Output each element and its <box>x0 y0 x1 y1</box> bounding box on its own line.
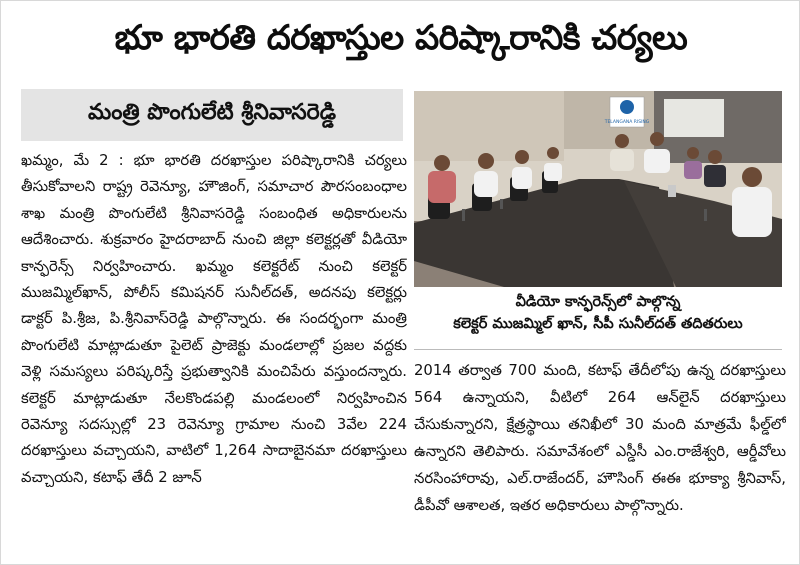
meeting-photo-graphic <box>414 91 782 287</box>
article-paragraph-right: 2014 తర్వాత 700 మంది, కటాఫ్ తేదీలోపు ఉన్న దరఖాస్తులు 564 ఉన్నాయని, వీటిలో 264 ఆన్‌లైన్ దరఖాస్తులు చేసుకున్నారని, క్షేత్రస్థాయి తనిఖీలో 30 మంది మాత్రమే ఫీల్డ్‌లో ఉన్నారని తెలిపారు. సమావేశంలో ఎస్డీసీ ఎం.రాజేశ్వరి, ఆర్డీవోలు నరసింహారావు, ఎల్.రాజేందర్, హౌసింగ్ ఈఈ భూక్యా శ్రీనివాస్, డీపీవో ఆశాలత, ఇతర అధికారులు పాల్గొన్నారు. <box>414 362 786 514</box>
divider <box>414 349 782 350</box>
article-body-right <box>414 357 786 557</box>
subheading: మంత్రి పొంగులేటి శ్రీనివాసరెడ్డి <box>88 100 336 125</box>
article-paragraph-left: ఖమ్మం, మే 2 : భూ భారతి దరఖాస్తుల పరిష్కారానికి చర్యలు తీసుకోవాలని రాష్ట్ర రెవెన్యూ, హౌజింగ్, సమాచార పౌరసంబంధాల శాఖ మంత్రి పొంగులేటి శ్రీనివాసరెడ్డి సంబంధిత అధికారులను ఆదేశించారు. శుక్రవారం హైదరాబాద్ నుంచి జిల్లా కలెక్టర్లతో వీడియో కాన్ఫరెన్స్ నిర్వహించారు. ఖమ్మం కలెక్టరేట్ నుంచి కలెక్టర్ ముజమ్మిల్‌ఖాన్, పోలీస్ కమిషనర్ సునీల్‌దత్, అదనపు కలెక్టర్లు డాక్టర్ పి.శ్రీజ, పి.శ్రీనివాస్‌రెడ్డి పాల్గొన్నారు. ఈ సందర్భంగా మంత్రి పొంగులేటి మాట్లాడుతూ పైలెట్ ప్రాజెక్టు మండలాల్లో ప్రజల వద్దకు వెళ్లి సమస్యలు పరిష్కరిస్తే ప్రభుత్వానికి మంచిపేరు వస్తుందన్నారు. కలెక్టర్ మాట్లాడుతూ నేలకొండపల్లి మండలంలో నిర్వహించిన రెవెన్యూ సదస్సుల్లో 23 రెవెన్యూ గ్రామాల నుంచి 3వేల 224 దరఖాస్తులు వచ్చాయని, వాటిలో 1,264 సాదాబైనమా దరఖాస్తులు వచ్చాయని, కటాఫ్ తేదీ 2 జూన్ <box>21 152 407 486</box>
subheading-box <box>21 89 403 141</box>
sign-text: TELANGANA RISING <box>604 120 650 125</box>
caption-line-1: వీడియో కాన్ఫరెన్స్‌లో పాల్గొన్న <box>515 294 681 310</box>
article-body-left <box>21 148 407 556</box>
meeting-photo <box>414 91 782 287</box>
headline: భూ భారతి దరఖాస్తుల పరిష్కారానికి చర్యలు <box>114 18 688 58</box>
caption-line-2: కలెక్టర్ ముజమ్మిల్ ఖాన్, సీపీ సునీల్‌దత్ తదితరులు <box>453 316 743 332</box>
photo-caption <box>414 291 782 343</box>
